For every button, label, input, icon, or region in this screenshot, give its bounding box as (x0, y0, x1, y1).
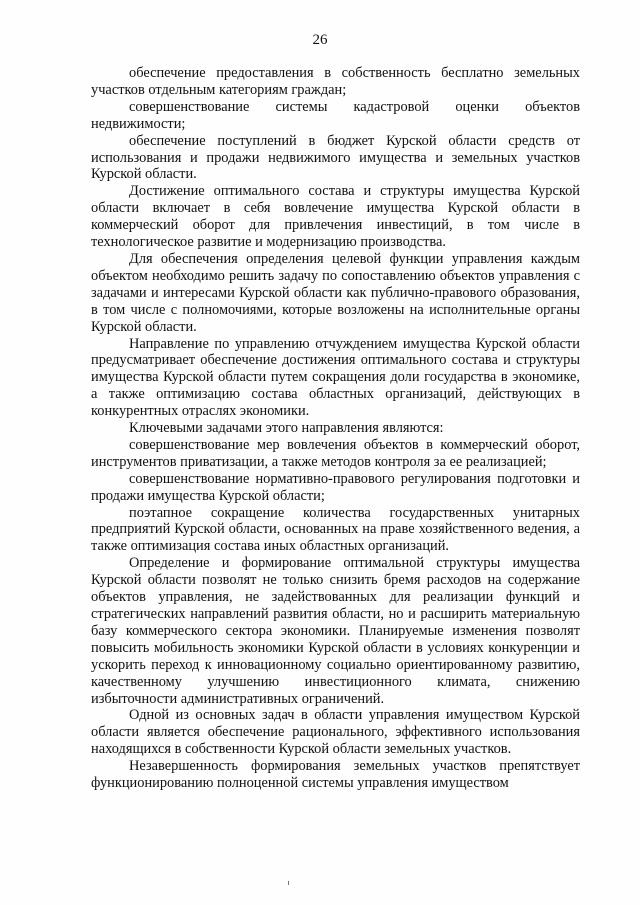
document-body (91, 65, 580, 792)
paragraph: совершенствование системы кадастровой оценки объектов недвижимости; (91, 98, 580, 132)
paragraph: Одной из основных задач в области управления имуществом Курской области является обеспечение рационального, эффективного использования находящихся в собственности Курской области земельных участков. (91, 707, 580, 758)
paragraph: поэтапное сокращение количества государственных унитарных предприятий Курской области, основанных на праве хозяйственного ведения, а также оптимизация состава иных областных организаций. (91, 504, 580, 555)
paragraph: Достижение оптимального состава и структуры имущества Курской области включает в себя вовлечение имущества Курской области в коммерческий оборот для привлечения инвестиций, в том числе в технологическое развитие и модернизацию производства. (91, 183, 580, 251)
paragraph: Незавершенность формирования земельных участков препятствует функционированию полноценной системы управления имуществом (91, 758, 580, 792)
paragraph: совершенствование нормативно-правового регулирования подготовки и продажи имущества Курской области; (91, 470, 580, 504)
paragraph: Для обеспечения определения целевой функции управления каждым объектом необходимо решить задачу по сопоставлению объектов управления с задачами и интересами Курской области как публично-правового образования, в том числе с полномочиями, которые возложены на исполнительные органы Курской области. (91, 250, 580, 335)
paragraph: обеспечение поступлений в бюджет Курской области средств от использования и продажи недвижимого имущества и земельных участков Курской области. (91, 132, 580, 183)
paragraph: Направление по управлению отчуждением имущества Курской области предусматривает обеспечение достижения оптимального состава и структуры имущества Курской области путем сокращения доли государства в экономике, а также оптимизацию состава областных организаций, действующих в конкурентных отраслях экономики. (91, 335, 580, 420)
paragraph: обеспечение предоставления в собственность бесплатно земельных участков отдельным категориям граждан; (91, 65, 580, 98)
paragraph: Ключевыми задачами этого направления являются: (129, 420, 444, 437)
scan-artifact (288, 881, 289, 885)
page-number: 26 (312, 32, 328, 48)
paragraph: Определение и формирование оптимальной структуры имущества Курской области позволят не только снизить бремя расходов на содержание объектов управления, не задействованных для реализации функций и стратегических направлений развития области, но и расширить материальную базу коммерческого сектора экономики. Планируемые изменения позволят повысить мобильность экономики Курской области в условиях конкуренции и ускорить переход к инновационному социально ориентированному развитию, качественному улучшению инвестиционного климата, снижению избыточности административных ограничений. (91, 555, 580, 707)
paragraph: совершенствование мер вовлечения объектов в коммерческий оборот, инструментов приватизации, а также методов контроля за ее реализацией; (91, 436, 580, 470)
